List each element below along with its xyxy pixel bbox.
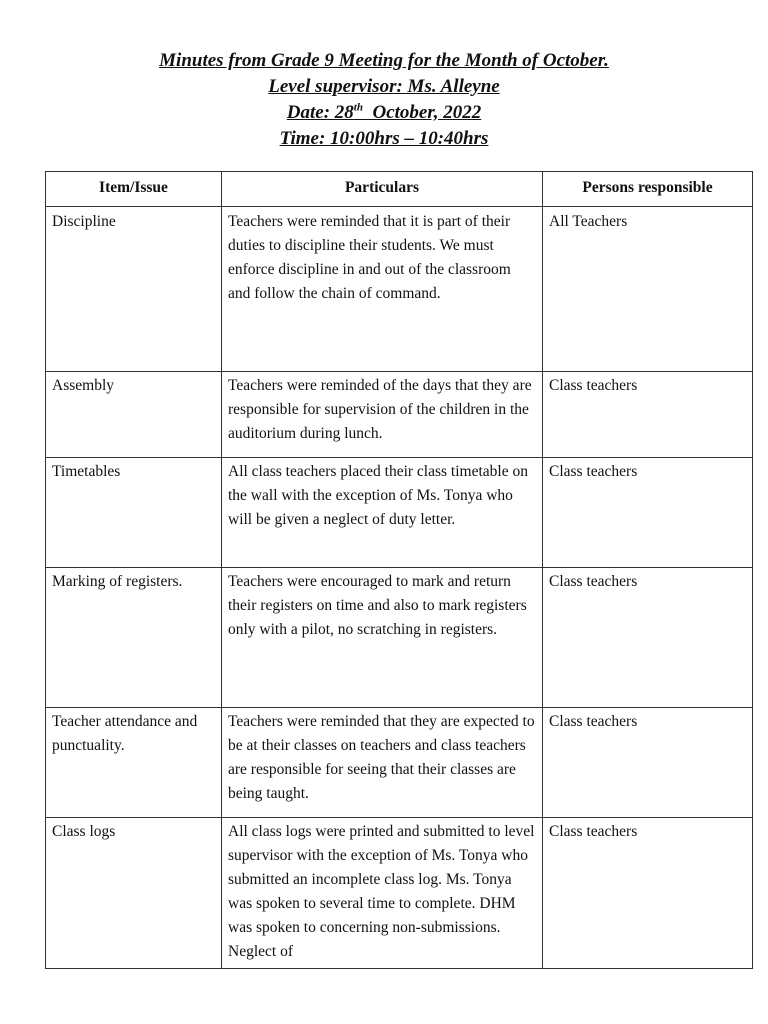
row-particulars: Teachers were reminded that they are expected to be at their classes on teachers and class teachers are responsible for seeing that their classes are being taught. (222, 708, 543, 818)
row-item: Teacher attendance and punctuality. (46, 708, 222, 818)
table-row (46, 458, 753, 568)
date-suffix: October, 2022 (362, 102, 482, 123)
date-ordinal-suffix: th (353, 101, 363, 114)
row-particulars: All class logs were printed and submitted to level supervisor with the exception of Ms. Tonya who submitted an incomplete class log. Ms. Tonya was spoken to several time to complete. DHM was spoken to concerning non-submissions. Neglect of (222, 818, 543, 969)
row-persons: Class teachers (543, 568, 753, 708)
row-particulars: Teachers were encouraged to mark and return their registers on time and also to mark registers only with a pilot, no scratching in registers. (222, 568, 543, 708)
table-row (46, 568, 753, 708)
level-supervisor: Level supervisor: Ms. Alleyne (268, 76, 500, 97)
table-row (46, 207, 753, 372)
row-item: Marking of registers. (46, 568, 222, 708)
minutes-table (45, 171, 753, 969)
row-particulars: All class teachers placed their class timetable on the wall with the exception of Ms. Tonya who will be given a neglect of duty letter. (222, 458, 543, 568)
table-header-row (46, 172, 753, 207)
row-persons: Class teachers (543, 458, 753, 568)
row-particulars: Teachers were reminded of the days that they are responsible for supervision of the children in the auditorium during lunch. (222, 372, 543, 458)
table-row (46, 372, 753, 458)
table-row (46, 708, 753, 818)
document-header (0, 48, 768, 152)
row-item: Class logs (46, 818, 222, 969)
row-persons: Class teachers (543, 708, 753, 818)
row-persons: Class teachers (543, 818, 753, 969)
row-item: Assembly (46, 372, 222, 458)
meeting-date (0, 100, 768, 126)
row-persons: All Teachers (543, 207, 753, 372)
date-prefix: Date: 28 (286, 102, 354, 123)
row-persons: Class teachers (543, 372, 753, 458)
column-header-particulars: Particulars (222, 172, 543, 207)
column-header-item: Item/Issue (46, 172, 222, 207)
row-item: Discipline (46, 207, 222, 372)
row-item: Timetables (46, 458, 222, 568)
row-particulars: Teachers were reminded that it is part of their duties to discipline their students. We must enforce discipline in and out of the classroom and follow the chain of command. (222, 207, 543, 372)
table-row (46, 818, 753, 969)
column-header-persons: Persons responsible (543, 172, 753, 207)
document-title: Minutes from Grade 9 Meeting for the Month of October. (159, 50, 609, 71)
meeting-time: Time: 10:00hrs – 10:40hrs (279, 128, 489, 149)
